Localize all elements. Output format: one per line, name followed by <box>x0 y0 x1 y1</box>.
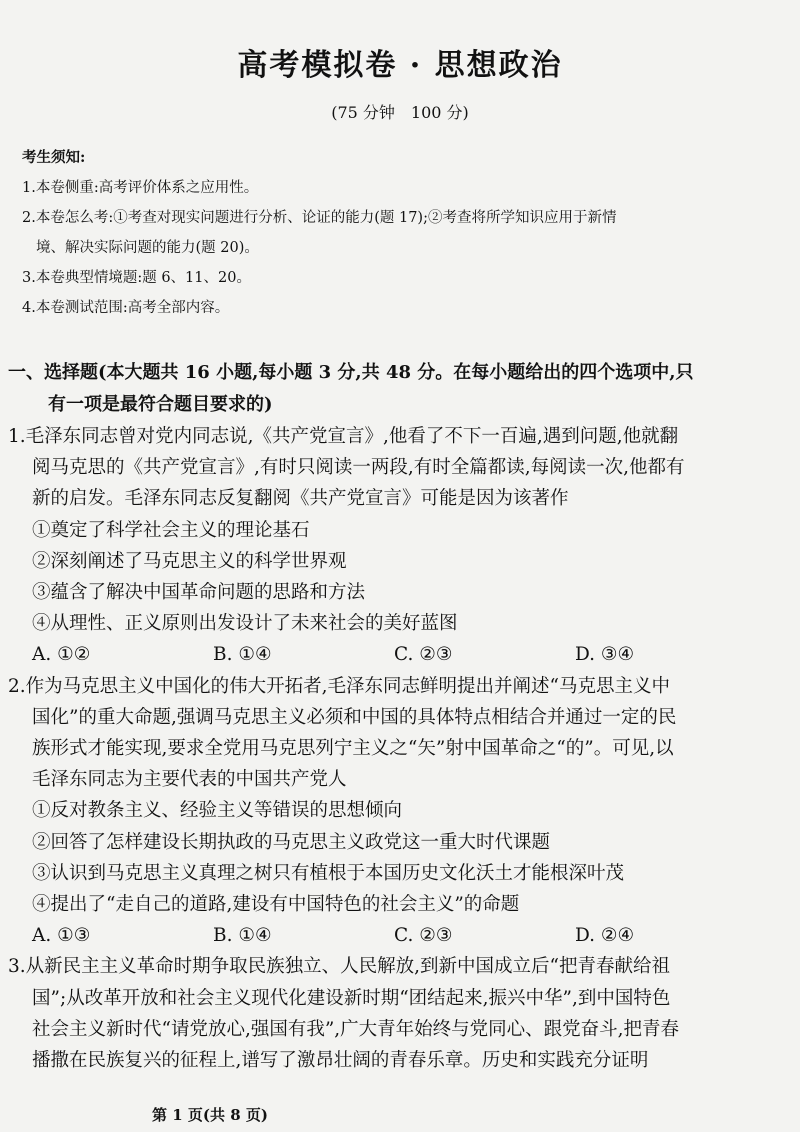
question-3 <box>8 951 783 1076</box>
statement: ④从理性、正义原则出发设计了未来社会的美好蓝图 <box>32 613 458 635</box>
candidate-notice <box>22 143 782 323</box>
choice-a: A. ①③ <box>32 925 91 947</box>
question-stem-line: 国”;从改革开放和社会主义现代化建设新时期“团结起来,振兴中华”,到中国特色 <box>32 987 671 1009</box>
question-1 <box>8 421 783 671</box>
statement: ②回答了怎样建设长期执政的马克思主义政党这一重大时代课题 <box>32 831 551 853</box>
question-stem-line: 3.从新民主主义革命时期争取民族独立、人民解放,到新中国成立后“把青春献给祖 <box>8 956 670 978</box>
question-stem-line: 1.毛泽东同志曾对党内同志说,《共产党宣言》,他看了不下一百遍,遇到问题,他就翻 <box>8 426 679 447</box>
question-stem-line: 播撒在民族复兴的征程上,谱写了激昂壮阔的青春乐章。历史和实践充分证明 <box>32 1050 649 1072</box>
statement: ③蕴含了解决中国革命问题的思路和方法 <box>32 582 366 604</box>
notice-item: 4.本卷测试范围:高考全部内容。 <box>22 300 230 316</box>
section-heading-line: 一、选择题(本大题共 16 小题,每小题 3 分,共 48 分。在每小题给出的四个选项中,只 <box>8 362 694 383</box>
question-stem-line: 新的启发。毛泽东同志反复翻阅《共产党宣言》可能是因为该著作 <box>32 488 569 510</box>
choice-d: D. ③④ <box>575 644 635 666</box>
section-heading <box>8 357 778 421</box>
answer-choices <box>8 920 783 951</box>
page-title: 高考模拟卷 · 思想政治 <box>237 48 563 83</box>
statement: ①奠定了科学社会主义的理论基石 <box>32 519 310 541</box>
choice-b: B. ①④ <box>213 925 272 947</box>
page-number: 第 1 页(共 8 页) <box>152 1106 268 1124</box>
question-stem-line: 阅马克思的《共产党宣言》,有时只阅读一两段,有时全篇都读,每阅读一次,他都有 <box>32 457 685 479</box>
statement: ①反对教条主义、经验主义等错误的思想倾向 <box>32 800 403 822</box>
question-stem-line: 社会主义新时代“请党放心,强国有我”,广大青年始终与党同心、跟党奋斗,把青春 <box>32 1018 680 1040</box>
answer-choices <box>8 639 783 670</box>
statement: ②深刻阐述了马克思主义的科学世界观 <box>32 550 347 572</box>
choice-a: A. ①② <box>32 644 91 666</box>
notice-item: 3.本卷典型情境题:题 6、11、20。 <box>22 270 251 286</box>
question-stem-line: 毛泽东同志为主要代表的中国共产党人 <box>32 769 347 791</box>
choice-c: C. ②③ <box>394 925 453 947</box>
notice-item: 境、解决实际问题的能力(题 20)。 <box>36 240 259 256</box>
choice-b: B. ①④ <box>213 644 272 666</box>
notice-item: 1.本卷侧重:高考评价体系之应用性。 <box>22 180 259 196</box>
question-stem-line: 2.作为马克思主义中国化的伟大开拓者,毛泽东同志鲜明提出并阐述“马克思主义中 <box>8 675 670 697</box>
question-list <box>8 421 783 1076</box>
choice-c: C. ②③ <box>394 644 453 666</box>
choice-d: D. ②④ <box>575 925 635 947</box>
question-stem-line: 国化”的重大命题,强调马克思主义必须和中国的具体特点相结合并通过一定的民 <box>32 706 677 728</box>
notice-item: 2.本卷怎么考:①考查对现实问题进行分析、论证的能力(题 17);②考查将所学知识应用于新情 <box>22 210 617 226</box>
statement: ④提出了“走自己的道路,建设有中国特色的社会主义”的命题 <box>32 894 520 916</box>
question-stem-line: 族形式才能实现,要求全党用马克思列宁主义之“矢”射中国革命之“的”。可见,以 <box>32 738 674 760</box>
question-2 <box>8 671 783 952</box>
exam-duration-score: (75 分钟 100 分) <box>331 103 469 122</box>
section-heading-line: 有一项是最符合题目要求的) <box>48 394 273 415</box>
statement: ③认识到马克思主义真理之树只有植根于本国历史文化沃土才能根深叶茂 <box>32 862 625 884</box>
notice-heading: 考生须知: <box>22 149 86 166</box>
